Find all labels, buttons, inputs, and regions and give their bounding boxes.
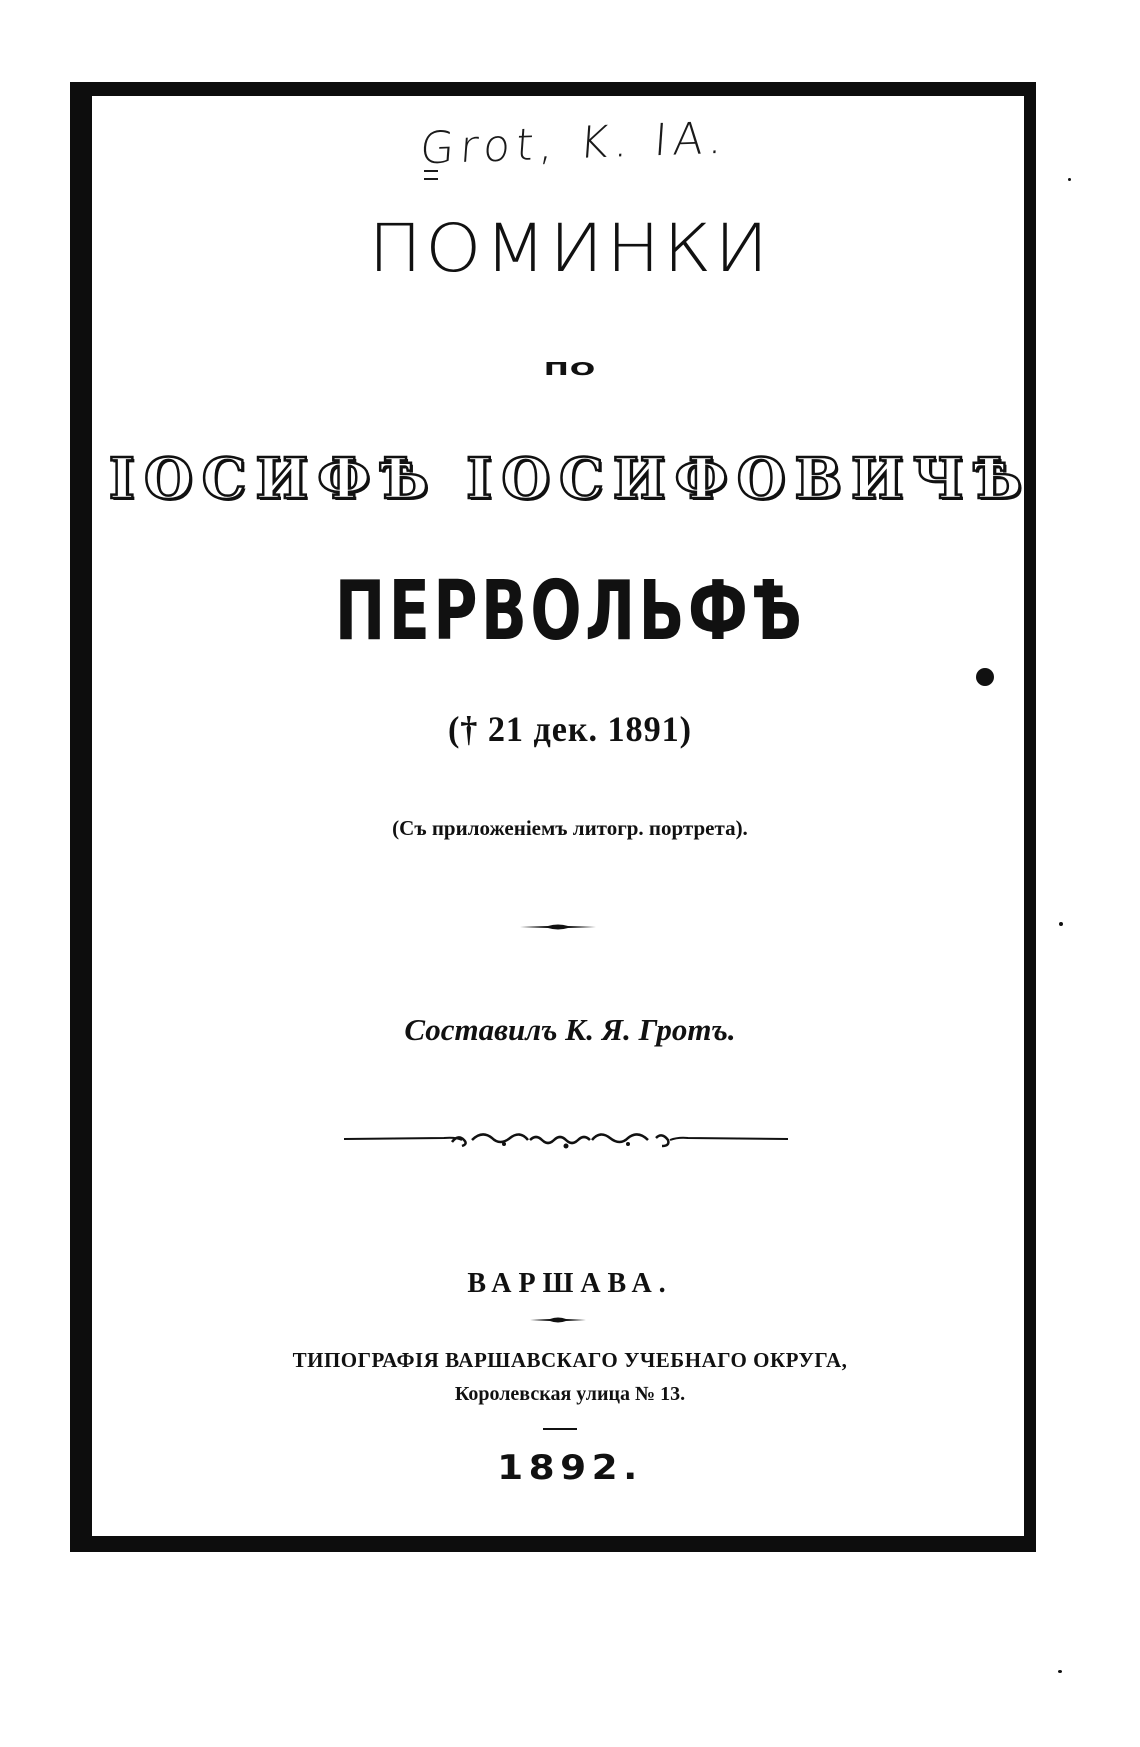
small-rule-ornament [530, 1316, 586, 1324]
book-title: ПОМИНКИ [368, 210, 772, 287]
death-date: († 21 дек. 1891) [447, 709, 693, 749]
printing-house-address: Королевская улица № 13. [454, 1383, 686, 1405]
handwritten-underline [424, 170, 438, 180]
ink-speck [1068, 178, 1071, 181]
printing-house: ТИПОГРАФІЯ ВАРШАВСКАГО УЧЕБНАГО ОКРУГА, [292, 1348, 848, 1372]
handwritten-note: Grot, K. IA. [418, 112, 731, 175]
short-rule-ornament [520, 922, 596, 932]
publication-city: ВАРШАВА. [467, 1268, 673, 1299]
subject-surname: ПЕРВОЛЬФѢ [334, 564, 806, 659]
publication-year: 1892. [497, 1448, 643, 1488]
author-credit: Составилъ К. Я. Гротъ. [404, 1012, 736, 1047]
ink-speck [1058, 1670, 1062, 1673]
scroll-ornament-divider [344, 1124, 788, 1154]
ink-spot [976, 668, 994, 686]
subject-first-names: ІОСИФѢ ІОСИФОВИЧѢ [108, 446, 1032, 512]
ink-speck [1059, 922, 1063, 926]
dash-rule [543, 1427, 577, 1431]
title-preposition: ПО [543, 359, 597, 380]
portrait-note: (Съ приложеніемъ литогр. портрета). [392, 816, 748, 840]
